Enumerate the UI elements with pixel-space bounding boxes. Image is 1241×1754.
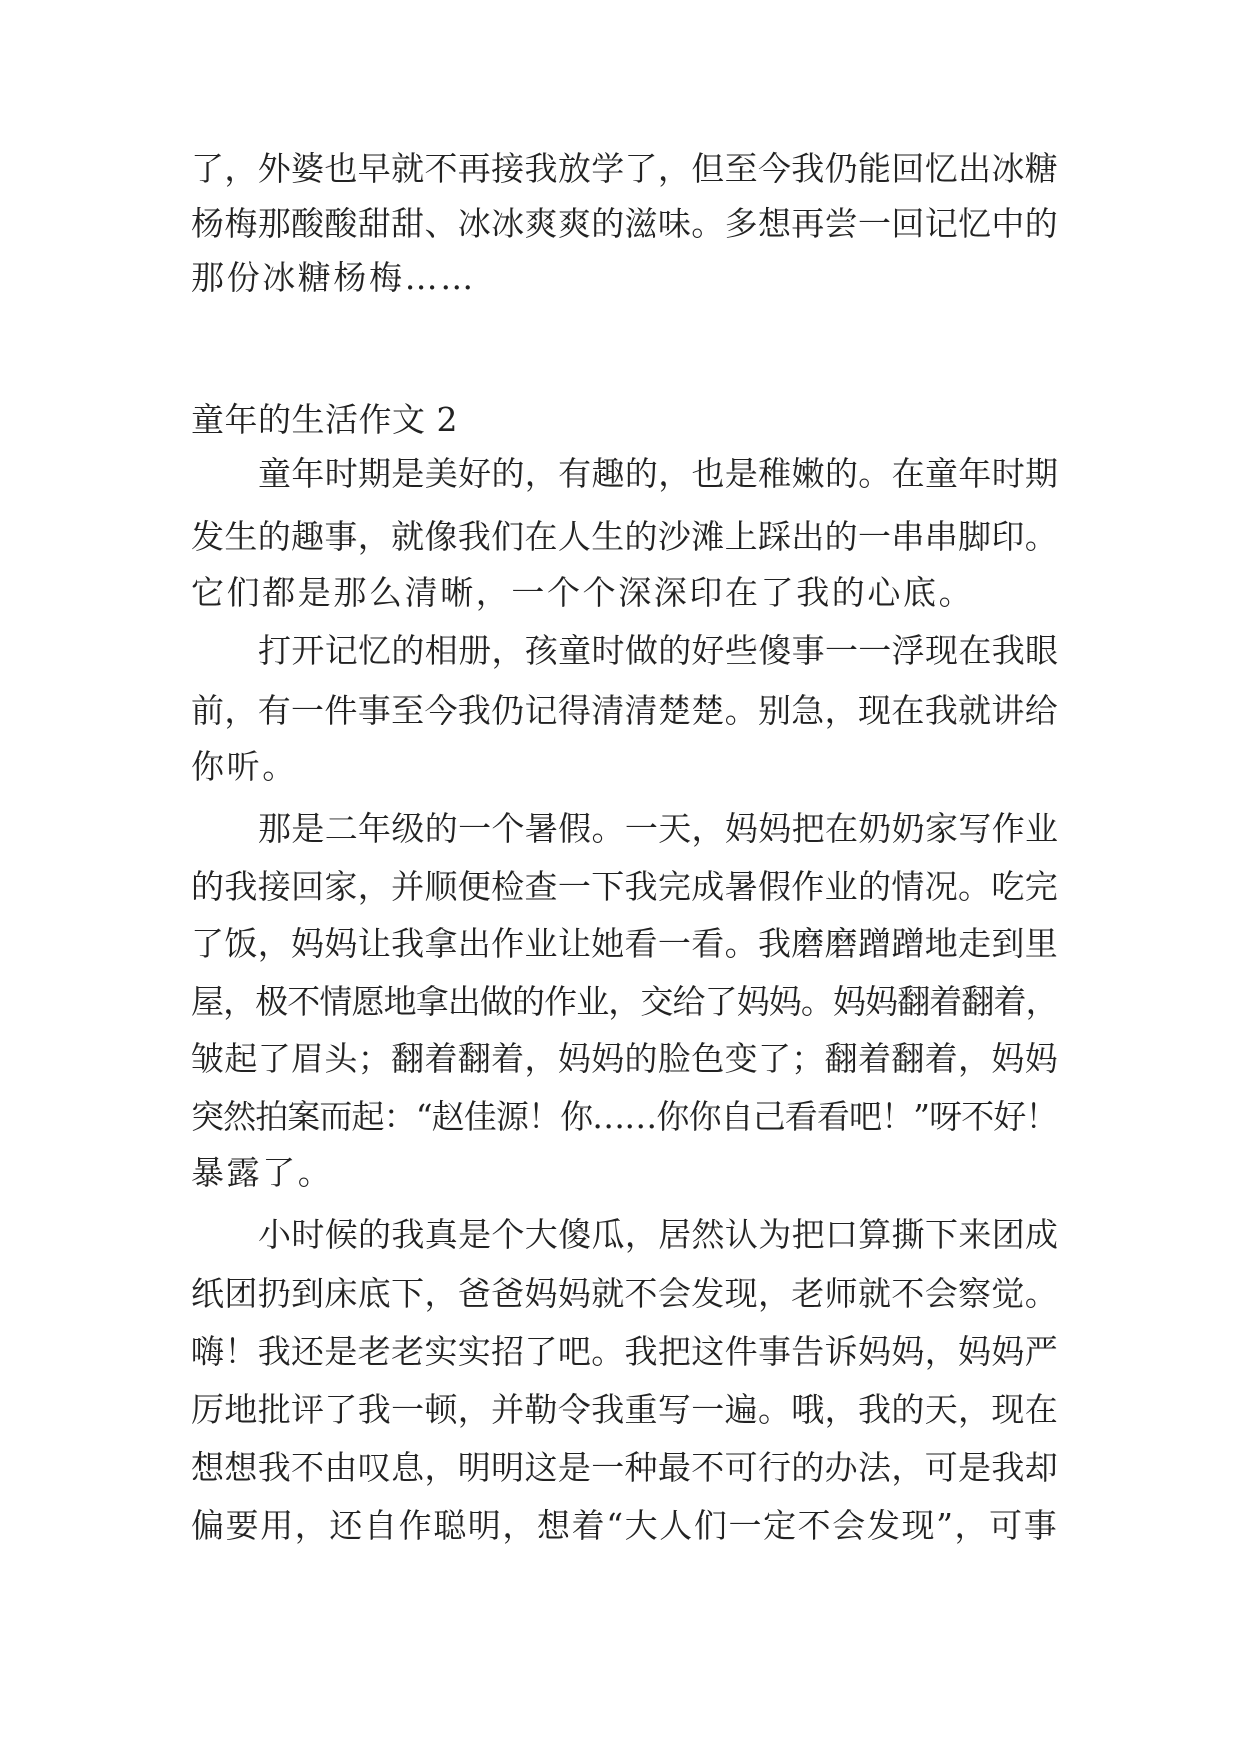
text-line: 那份冰糖杨梅…… bbox=[191, 258, 476, 297]
text-line: 暴露了。 bbox=[191, 1153, 334, 1192]
text-line: 童年时期是美好的，有趣的，也是稚嫩的。在童年时期 bbox=[258, 454, 1059, 493]
text-line: 你听。 bbox=[191, 747, 298, 786]
text-line: 的我接回家，并顺便检查一下我完成暑假作业的情况。吃完 bbox=[191, 867, 1059, 906]
text-line: 突然拍案而起：“赵佳源！你……你你自己看看吧！”呀不好！ bbox=[191, 1097, 1058, 1136]
text-line: 了饭，妈妈让我拿出作业让她看一看。我磨磨蹭蹭地走到里 bbox=[191, 924, 1059, 963]
text-line: 想想我不由叹息，明明这是一种最不可行的办法，可是我却 bbox=[191, 1448, 1059, 1487]
text-line: 小时候的我真是个大傻瓜，居然认为把口算撕下来团成 bbox=[258, 1215, 1059, 1254]
text-line: 发生的趣事，就像我们在人生的沙滩上踩出的一串串脚印。 bbox=[191, 517, 1059, 556]
text-line: 它们都是那么清晰，一个个深深印在了我的心底。 bbox=[191, 573, 975, 612]
text-line: 那是二年级的一个暑假。一天，妈妈把在奶奶家写作业 bbox=[258, 809, 1059, 848]
text-line: 打开记忆的相册，孩童时做的好些傻事一一浮现在我眼 bbox=[258, 631, 1059, 670]
text-line: 嗨！我还是老老实实招了吧。我把这件事告诉妈妈，妈妈严 bbox=[191, 1332, 1059, 1371]
text-line: 屋，极不情愿地拿出做的作业，交给了妈妈。妈妈翻着翻着， bbox=[191, 982, 1058, 1021]
text-line: 厉地批评了我一顿，并勒令我重写一遍。哦，我的天，现在 bbox=[191, 1390, 1059, 1429]
text-line: 皱起了眉头；翻着翻着，妈妈的脸色变了；翻着翻着，妈妈 bbox=[191, 1039, 1059, 1078]
text-line: 杨梅那酸酸甜甜、冰冰爽爽的滋味。多想再尝一回记忆中的 bbox=[191, 204, 1059, 243]
text-line: 了，外婆也早就不再接我放学了，但至今我仍能回忆出冰糖 bbox=[191, 149, 1059, 188]
section-heading: 童年的生活作文 2 bbox=[191, 400, 458, 439]
text-line: 纸团扔到床底下，爸爸妈妈就不会发现，老师就不会察觉。 bbox=[191, 1274, 1059, 1313]
text-line: 前，有一件事至今我仍记得清清楚楚。别急，现在我就讲给 bbox=[191, 691, 1059, 730]
text-line: 偏要用，还自作聪明，想着“大人们一定不会发现”，可事 bbox=[191, 1506, 1059, 1545]
